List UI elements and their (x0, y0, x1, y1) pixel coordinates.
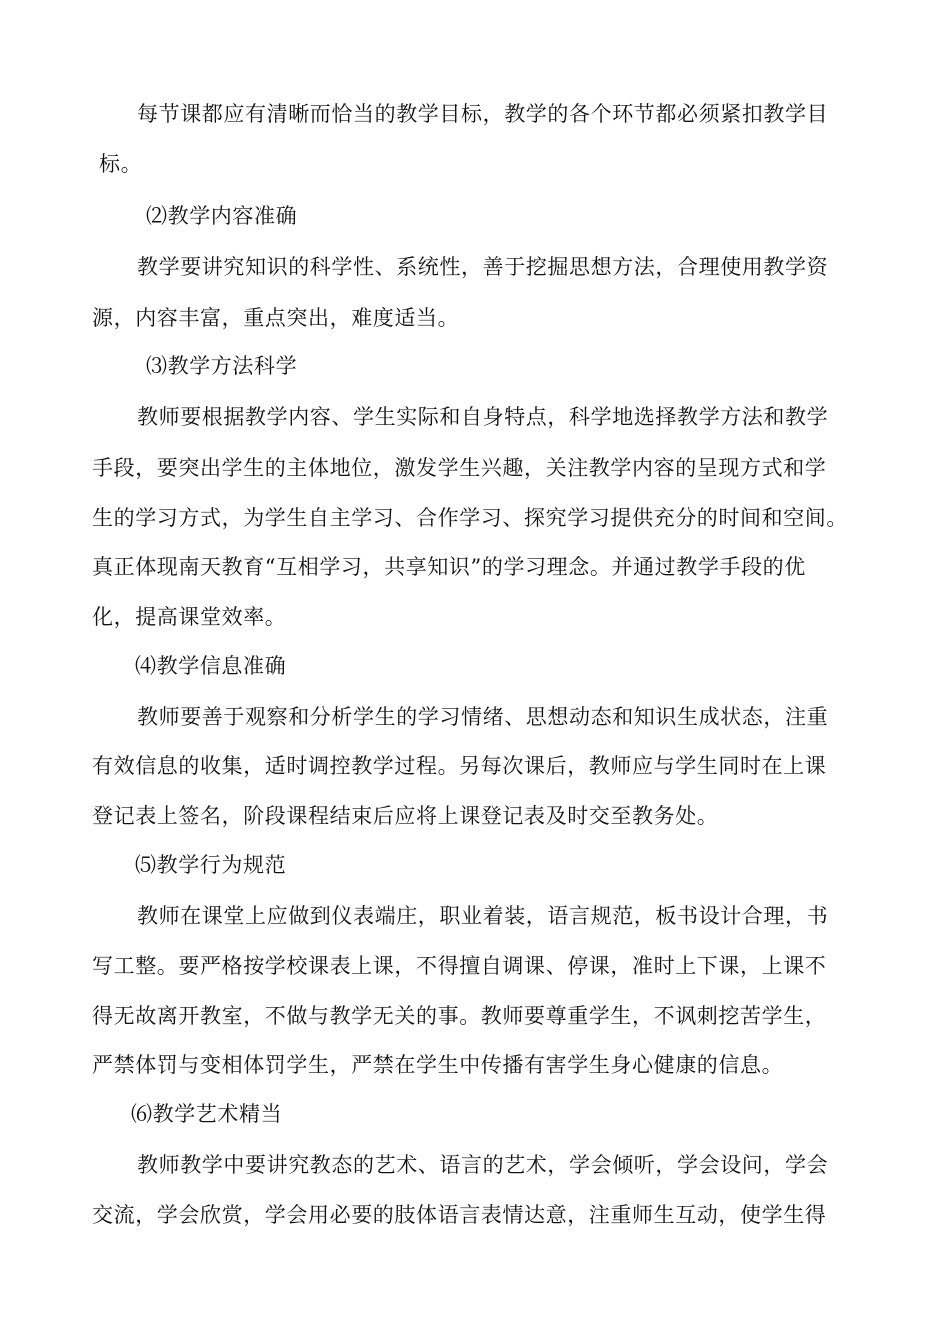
paragraph-line: 登记表上签名，阶段课程结束后应将上课登记表及时交至教务处。 (92, 804, 719, 828)
paragraph-line: 化，提高课堂效率。 (92, 605, 287, 629)
section-heading: ⑵教学内容准确 (146, 204, 298, 228)
paragraph-line: 教师要根据教学内容、学生实际和自身特点，科学地选择教学方法和教学 (137, 405, 829, 429)
paragraph-line: 教学要讲究知识的科学性、系统性，善于挖掘思想方法，合理使用教学资 (137, 255, 829, 279)
paragraph-line: 严禁体罚与变相体罚学生，严禁在学生中传播有害学生身心健康的信息。 (92, 1053, 784, 1077)
section-heading: ⑷教学信息准确 (135, 654, 287, 678)
paragraph-line: 每节课都应有清晰而恰当的教学目标，教学的各个环节都必须紧扣教学目 (137, 102, 829, 126)
paragraph-line: 标。 (99, 152, 143, 176)
paragraph-line: 真正体现南天教育“互相学习，共享知识”的学习理念。并通过教学手段的优 (92, 555, 806, 579)
paragraph-line: 得无故离开教室，不做与教学无关的事。教师要尊重学生，不讽刺挖苦学生， (92, 1004, 827, 1028)
paragraph-line: 有效信息的收集，适时调控教学过程。另每次课后，教师应与学生同时在上课 (92, 754, 827, 778)
paragraph-line: 教师在课堂上应做到仪表端庄，职业着装，语言规范，板书设计合理，书 (137, 904, 829, 928)
section-heading: ⑶教学方法科学 (146, 354, 298, 378)
paragraph-line: 写工整。要严格按学校课表上课，不得擅自调课、停课，准时上下课，上课不 (92, 954, 827, 978)
paragraph-line: 生的学习方式，为学生自主学习、合作学习、探究学习提供充分的时间和空间。 (92, 506, 848, 530)
paragraph-line: 教师教学中要讲究教态的艺术、语言的艺术，学会倾听，学会设问，学会 (137, 1153, 829, 1177)
paragraph-line: 源，内容丰富，重点突出，难度适当。 (92, 306, 460, 330)
paragraph-line: 教师要善于观察和分析学生的学习情绪、思想动态和知识生成状态，注重 (137, 705, 829, 729)
paragraph-line: 交流，学会欣赏，学会用必要的肢体语言表情达意，注重师生互动，使学生得 (92, 1203, 827, 1227)
section-heading: ⑸教学行为规范 (135, 853, 287, 877)
paragraph-line: 手段，要突出学生的主体地位，激发学生兴趣，关注教学内容的呈现方式和学 (92, 456, 827, 480)
section-heading: ⑹教学艺术精当 (131, 1102, 283, 1126)
